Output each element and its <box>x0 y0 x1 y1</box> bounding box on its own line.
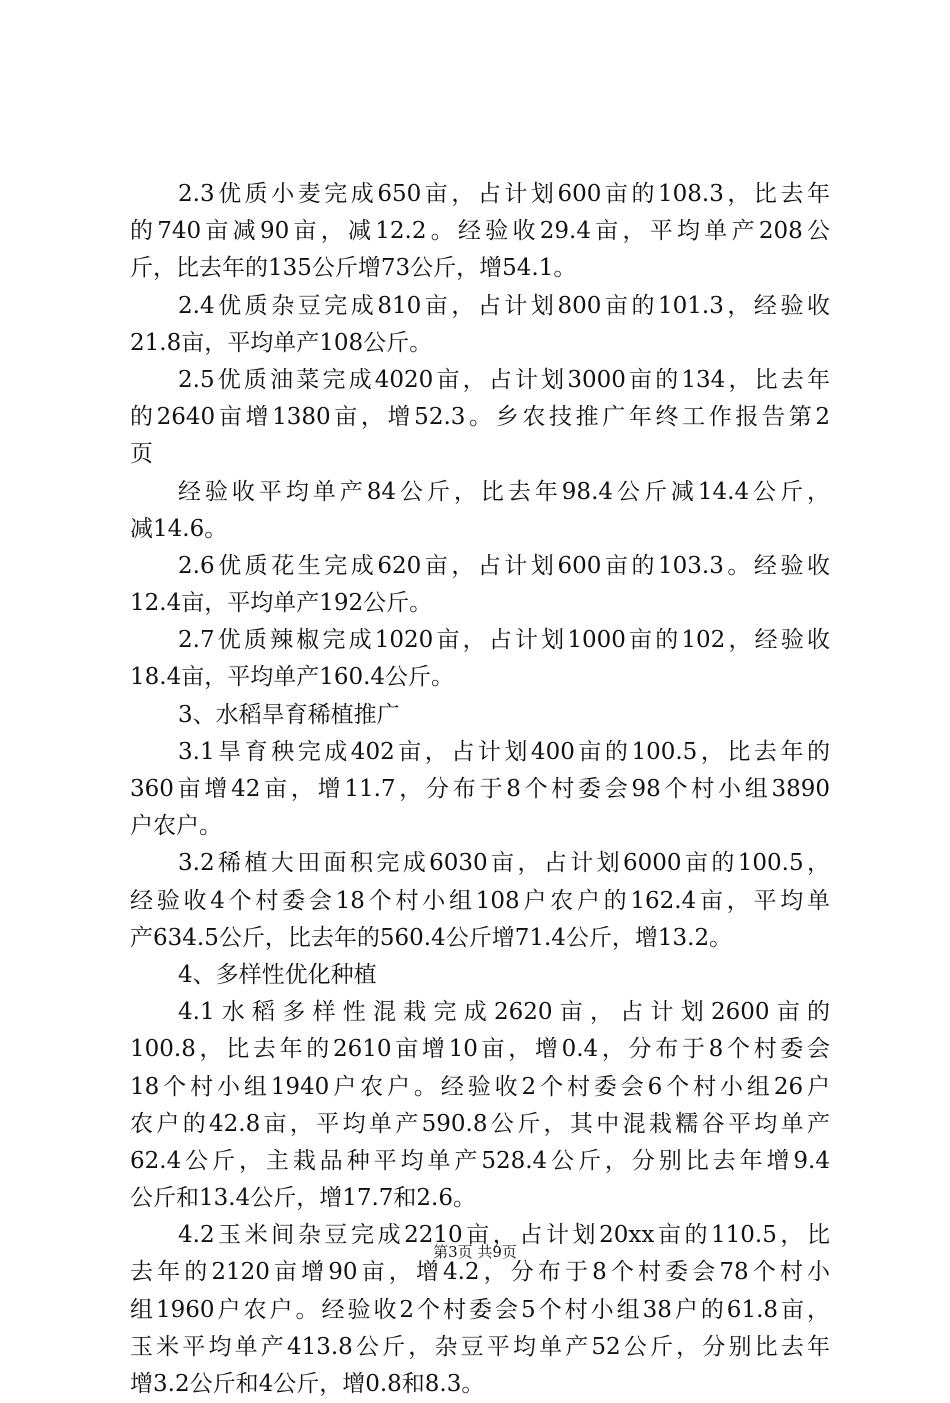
paragraph-line: 62.4公斤，主栽品种平均单产528.4公斤，分别比去年增9.4 <box>130 1147 830 1174</box>
paragraph-line: 4.1水稻多样性混栽完成2620亩，占计划2600亩的 <box>178 999 830 1026</box>
paragraph-line: 2.6优质花生完成620亩，占计划600亩的103.3。经验收 <box>178 552 830 579</box>
paragraph-line: 4.2玉米间杂豆完成2210亩，占计划20xx亩的110.5，比 <box>178 1222 830 1249</box>
paragraph-line: 3.1旱育秧完成402亩，占计划400亩的100.5，比去年的 <box>178 738 830 765</box>
paragraph-line: 减14.6。 <box>130 515 228 542</box>
paragraph-line: 的2640亩增1380亩，增52.3。乡农技推广年终工作报告第2 <box>130 404 830 431</box>
paragraph-line: 3.2稀植大田面积完成6030亩，占计划6000亩的100.5， <box>178 850 830 877</box>
paragraph-line: 农户的42.8亩，平均单产590.8公斤，其中混栽糯谷平均单产 <box>130 1110 830 1137</box>
section-heading: 4、多样性优化种植 <box>178 961 377 988</box>
paragraph-line: 12.4亩，平均单产192公斤。 <box>130 590 433 617</box>
paragraph-line: 2.3优质小麦完成650亩，占计划600亩的108.3，比去年 <box>178 181 830 207</box>
paragraph-line: 产634.5公斤，比去年的560.4公斤增71.4公斤，增13.2。 <box>130 924 733 951</box>
paragraph-line: 玉米平均单产413.8公斤，杂豆平均单产52公斤，分别比去年 <box>130 1333 830 1360</box>
paragraph-line: 18.4亩，平均单产160.4公斤。 <box>130 664 455 691</box>
paragraph-line: 公斤和13.4公斤，增17.7和2.6。 <box>130 1185 476 1212</box>
document-body <box>130 176 830 1403</box>
paragraph-line: 的740亩减90亩，减12.2。经验收29.4亩，平均单产208公 <box>130 218 830 245</box>
section-heading: 3、水稻旱育稀植推广 <box>178 701 400 728</box>
paragraph-line: 经验收平均单产84公斤，比去年98.4公斤减14.4公斤， <box>178 478 830 505</box>
paragraph-line: 户农户。 <box>130 813 222 840</box>
paragraph-line: 360亩增42亩，增11.7，分布于8个村委会98个村小组3890 <box>130 776 830 802</box>
paragraph-line: 去年的2120亩增90亩，增4.2，分布于8个村委会78个村小 <box>130 1259 830 1286</box>
paragraph-line: 组1960户农户。经验收2个村委会5个村小组38户的61.8亩， <box>130 1296 830 1323</box>
paragraph-line: 100.8，比去年的2610亩增10亩，增0.4，分布于8个村委会 <box>130 1036 830 1063</box>
paragraph-line: 21.8亩，平均单产108公斤。 <box>130 329 433 356</box>
paragraph-line: 增3.2公斤和4公斤，增0.8和8.3。 <box>130 1371 485 1397</box>
paragraph-line: 页 <box>130 441 153 468</box>
paragraph-line: 2.4优质杂豆完成810亩，占计划800亩的101.3，经验收 <box>178 292 830 319</box>
paragraph-line: 斤，比去年的135公斤增73公斤，增54.1。 <box>130 255 577 282</box>
paragraph-line: 18个村小组1940户农户。经验收2个村委会6个村小组26户 <box>130 1073 830 1100</box>
paragraph-line: 2.7优质辣椒完成1020亩，占计划1000亩的102，经验收 <box>178 627 830 654</box>
paragraph-line: 经验收4个村委会18个村小组108户农户的162.4亩，平均单 <box>130 887 830 914</box>
paragraph-line: 2.5优质油菜完成4020亩，占计划3000亩的134，比去年 <box>178 366 830 393</box>
page-number-footer: 第3页 共9页 <box>433 1243 517 1261</box>
